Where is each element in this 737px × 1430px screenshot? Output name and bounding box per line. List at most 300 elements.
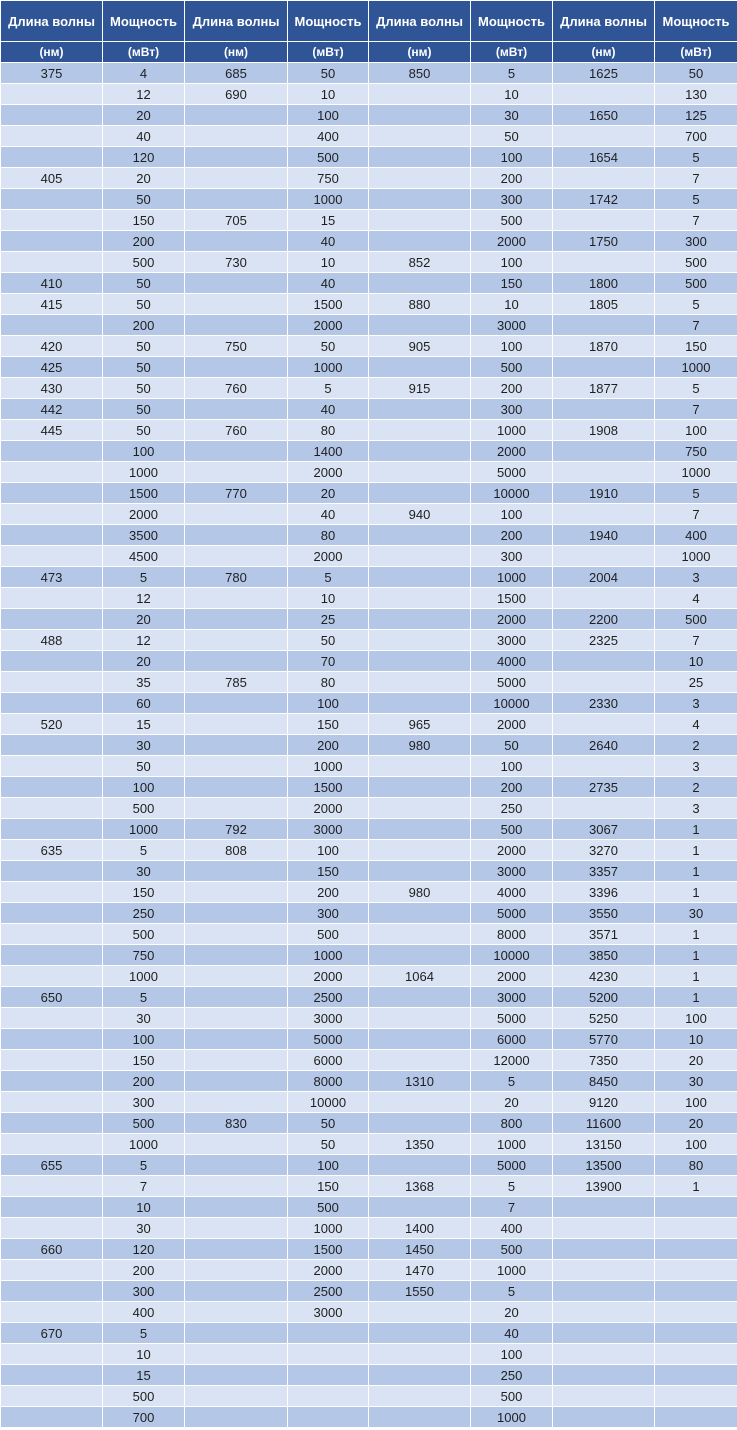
cell-power-2: 10 <box>288 252 369 273</box>
cell-wavelength-4 <box>553 1344 655 1365</box>
cell-wavelength-1 <box>1 882 103 903</box>
cell-power-4: 80 <box>655 1155 737 1176</box>
cell-wavelength-3: 1550 <box>369 1281 471 1302</box>
cell-wavelength-2 <box>185 504 288 525</box>
table-row <box>1 1176 737 1197</box>
cell-power-1: 12 <box>103 588 185 609</box>
cell-power-2: 50 <box>288 630 369 651</box>
cell-wavelength-3 <box>369 651 471 672</box>
cell-wavelength-3 <box>369 273 471 294</box>
cell-power-3: 3000 <box>471 630 553 651</box>
cell-wavelength-4: 3067 <box>553 819 655 840</box>
cell-power-2: 6000 <box>288 1050 369 1071</box>
table-row <box>1 588 737 609</box>
cell-wavelength-4: 2735 <box>553 777 655 798</box>
cell-wavelength-3 <box>369 672 471 693</box>
cell-power-2: 200 <box>288 882 369 903</box>
cell-wavelength-1 <box>1 735 103 756</box>
cell-wavelength-3: 1350 <box>369 1134 471 1155</box>
cell-power-4 <box>655 1365 737 1386</box>
cell-power-2: 10 <box>288 84 369 105</box>
cell-power-4: 125 <box>655 105 737 126</box>
cell-wavelength-1 <box>1 924 103 945</box>
cell-power-4: 1000 <box>655 462 737 483</box>
cell-wavelength-1 <box>1 756 103 777</box>
cell-wavelength-4 <box>553 315 655 336</box>
cell-wavelength-1 <box>1 609 103 630</box>
cell-power-4: 400 <box>655 525 737 546</box>
cell-wavelength-2 <box>185 798 288 819</box>
cell-power-1: 5 <box>103 840 185 861</box>
cell-power-3: 5000 <box>471 462 553 483</box>
cell-wavelength-4 <box>553 546 655 567</box>
cell-power-1: 200 <box>103 1071 185 1092</box>
cell-power-1: 4500 <box>103 546 185 567</box>
cell-power-4: 7 <box>655 399 737 420</box>
cell-power-2: 100 <box>288 693 369 714</box>
cell-power-4: 10 <box>655 651 737 672</box>
cell-power-3: 10000 <box>471 693 553 714</box>
cell-wavelength-3 <box>369 987 471 1008</box>
cell-power-1: 30 <box>103 1008 185 1029</box>
cell-power-1: 20 <box>103 651 185 672</box>
cell-power-3: 50 <box>471 126 553 147</box>
cell-wavelength-3: 965 <box>369 714 471 735</box>
cell-power-1: 1500 <box>103 483 185 504</box>
cell-wavelength-3 <box>369 231 471 252</box>
cell-wavelength-2 <box>185 756 288 777</box>
cell-wavelength-2 <box>185 441 288 462</box>
cell-wavelength-4 <box>553 210 655 231</box>
cell-power-4: 3 <box>655 756 737 777</box>
cell-wavelength-1 <box>1 84 103 105</box>
cell-wavelength-3 <box>369 105 471 126</box>
cell-wavelength-4 <box>553 126 655 147</box>
cell-wavelength-4: 1910 <box>553 483 655 504</box>
cell-wavelength-2 <box>185 1176 288 1197</box>
cell-power-2: 10000 <box>288 1092 369 1113</box>
cell-wavelength-2 <box>185 588 288 609</box>
table-row <box>1 1113 737 1134</box>
cell-wavelength-4: 5250 <box>553 1008 655 1029</box>
cell-power-1: 7 <box>103 1176 185 1197</box>
cell-wavelength-2 <box>185 1302 288 1323</box>
cell-power-1: 12 <box>103 630 185 651</box>
cell-power-3: 6000 <box>471 1029 553 1050</box>
cell-power-4 <box>655 1281 737 1302</box>
cell-power-2 <box>288 1323 369 1344</box>
cell-wavelength-4: 3850 <box>553 945 655 966</box>
cell-wavelength-2 <box>185 147 288 168</box>
cell-wavelength-2 <box>185 525 288 546</box>
cell-power-3: 300 <box>471 546 553 567</box>
cell-wavelength-3: 1064 <box>369 966 471 987</box>
cell-wavelength-4 <box>553 756 655 777</box>
cell-wavelength-4: 2640 <box>553 735 655 756</box>
table-row <box>1 420 737 441</box>
cell-wavelength-1: 442 <box>1 399 103 420</box>
cell-wavelength-2 <box>185 966 288 987</box>
cell-wavelength-3 <box>369 1050 471 1071</box>
cell-power-3: 30 <box>471 105 553 126</box>
cell-power-1: 5 <box>103 1323 185 1344</box>
table-row <box>1 1197 737 1218</box>
cell-wavelength-4: 1742 <box>553 189 655 210</box>
cell-power-4: 700 <box>655 126 737 147</box>
cell-wavelength-2 <box>185 693 288 714</box>
cell-wavelength-2: 792 <box>185 819 288 840</box>
cell-power-2: 3000 <box>288 1302 369 1323</box>
cell-power-4: 1 <box>655 861 737 882</box>
cell-power-4: 100 <box>655 1092 737 1113</box>
cell-power-2: 50 <box>288 1134 369 1155</box>
table-row <box>1 1344 737 1365</box>
cell-wavelength-2 <box>185 903 288 924</box>
cell-power-4 <box>655 1218 737 1239</box>
cell-power-4: 1 <box>655 819 737 840</box>
table-header <box>1 1 737 63</box>
cell-wavelength-4: 8450 <box>553 1071 655 1092</box>
cell-wavelength-2 <box>185 1407 288 1428</box>
table-row <box>1 756 737 777</box>
cell-wavelength-4 <box>553 1302 655 1323</box>
cell-wavelength-3: 1368 <box>369 1176 471 1197</box>
cell-power-2: 1500 <box>288 777 369 798</box>
cell-power-2 <box>288 1407 369 1428</box>
cell-wavelength-1: 473 <box>1 567 103 588</box>
cell-power-1: 12 <box>103 84 185 105</box>
cell-wavelength-3 <box>369 798 471 819</box>
cell-power-2: 500 <box>288 1197 369 1218</box>
cell-wavelength-4 <box>553 588 655 609</box>
cell-wavelength-2 <box>185 1029 288 1050</box>
cell-wavelength-3: 905 <box>369 336 471 357</box>
cell-power-1: 50 <box>103 273 185 294</box>
cell-wavelength-2: 808 <box>185 840 288 861</box>
cell-wavelength-3 <box>369 315 471 336</box>
cell-power-3: 300 <box>471 189 553 210</box>
table-row <box>1 882 737 903</box>
cell-power-3: 2000 <box>471 441 553 462</box>
table-row <box>1 609 737 630</box>
cell-wavelength-3 <box>369 630 471 651</box>
cell-power-1: 50 <box>103 294 185 315</box>
cell-wavelength-4: 2325 <box>553 630 655 651</box>
cell-wavelength-3 <box>369 1155 471 1176</box>
cell-wavelength-2 <box>185 1071 288 1092</box>
cell-wavelength-4: 1654 <box>553 147 655 168</box>
cell-power-2: 150 <box>288 861 369 882</box>
cell-power-3: 250 <box>471 1365 553 1386</box>
cell-power-4: 3 <box>655 567 737 588</box>
cell-power-4 <box>655 1302 737 1323</box>
cell-power-2: 300 <box>288 903 369 924</box>
cell-power-1: 100 <box>103 777 185 798</box>
cell-power-2: 2000 <box>288 798 369 819</box>
table-row <box>1 126 737 147</box>
table-row <box>1 1134 737 1155</box>
cell-wavelength-2 <box>185 189 288 210</box>
cell-power-2: 1400 <box>288 441 369 462</box>
cell-power-3: 100 <box>471 756 553 777</box>
cell-wavelength-1: 405 <box>1 168 103 189</box>
header-wavelength-2: Длина волны <box>185 1 288 42</box>
cell-power-2: 150 <box>288 714 369 735</box>
cell-wavelength-3 <box>369 861 471 882</box>
cell-wavelength-4: 13900 <box>553 1176 655 1197</box>
cell-wavelength-4 <box>553 1407 655 1428</box>
cell-power-1: 50 <box>103 399 185 420</box>
cell-power-3: 300 <box>471 399 553 420</box>
cell-wavelength-3 <box>369 84 471 105</box>
cell-power-4: 5 <box>655 294 737 315</box>
cell-wavelength-2 <box>185 609 288 630</box>
cell-wavelength-4 <box>553 84 655 105</box>
cell-power-3: 500 <box>471 357 553 378</box>
table-row <box>1 1092 737 1113</box>
cell-wavelength-2 <box>185 1155 288 1176</box>
cell-wavelength-1 <box>1 588 103 609</box>
cell-power-1: 10 <box>103 1344 185 1365</box>
cell-power-2: 150 <box>288 1176 369 1197</box>
cell-power-1: 40 <box>103 126 185 147</box>
cell-power-1: 20 <box>103 168 185 189</box>
cell-power-2: 1000 <box>288 357 369 378</box>
cell-wavelength-2 <box>185 1281 288 1302</box>
cell-power-1: 2000 <box>103 504 185 525</box>
cell-power-1: 200 <box>103 315 185 336</box>
cell-power-2: 5000 <box>288 1029 369 1050</box>
cell-power-1: 50 <box>103 336 185 357</box>
cell-power-1: 120 <box>103 1239 185 1260</box>
cell-power-2: 15 <box>288 210 369 231</box>
cell-wavelength-4: 3270 <box>553 840 655 861</box>
cell-wavelength-1 <box>1 798 103 819</box>
cell-power-4: 5 <box>655 378 737 399</box>
unit-power-1: (мВт) <box>103 42 185 63</box>
cell-wavelength-4 <box>553 672 655 693</box>
cell-wavelength-1 <box>1 105 103 126</box>
cell-wavelength-4 <box>553 714 655 735</box>
cell-wavelength-2 <box>185 1092 288 1113</box>
cell-wavelength-2 <box>185 1344 288 1365</box>
cell-wavelength-1 <box>1 210 103 231</box>
cell-wavelength-1 <box>1 252 103 273</box>
cell-power-2: 40 <box>288 504 369 525</box>
cell-power-1: 1000 <box>103 462 185 483</box>
cell-wavelength-2 <box>185 399 288 420</box>
cell-wavelength-2: 690 <box>185 84 288 105</box>
cell-wavelength-3: 1310 <box>369 1071 471 1092</box>
cell-power-2: 80 <box>288 525 369 546</box>
cell-wavelength-2 <box>185 273 288 294</box>
cell-power-1: 1000 <box>103 966 185 987</box>
cell-wavelength-2 <box>185 315 288 336</box>
cell-power-2: 50 <box>288 336 369 357</box>
cell-power-4: 1 <box>655 966 737 987</box>
cell-power-4 <box>655 1197 737 1218</box>
cell-wavelength-3 <box>369 777 471 798</box>
cell-power-1: 20 <box>103 609 185 630</box>
cell-wavelength-1 <box>1 966 103 987</box>
cell-power-2: 3000 <box>288 1008 369 1029</box>
cell-wavelength-2: 760 <box>185 378 288 399</box>
cell-wavelength-4: 13500 <box>553 1155 655 1176</box>
cell-power-2: 20 <box>288 483 369 504</box>
cell-wavelength-4 <box>553 399 655 420</box>
unit-wavelength-4: (нм) <box>553 42 655 63</box>
cell-wavelength-2: 785 <box>185 672 288 693</box>
cell-power-4: 7 <box>655 504 737 525</box>
cell-wavelength-3 <box>369 1092 471 1113</box>
table-row <box>1 147 737 168</box>
table-row <box>1 357 737 378</box>
cell-wavelength-3: 850 <box>369 63 471 84</box>
table-row <box>1 546 737 567</box>
cell-wavelength-1 <box>1 693 103 714</box>
cell-wavelength-3 <box>369 399 471 420</box>
table-row <box>1 777 737 798</box>
cell-power-3: 100 <box>471 1344 553 1365</box>
cell-wavelength-2 <box>185 861 288 882</box>
cell-wavelength-2 <box>185 1197 288 1218</box>
cell-power-3: 1000 <box>471 1407 553 1428</box>
cell-power-1: 100 <box>103 441 185 462</box>
cell-wavelength-4: 1650 <box>553 105 655 126</box>
cell-power-3: 12000 <box>471 1050 553 1071</box>
cell-wavelength-2 <box>185 987 288 1008</box>
cell-power-4: 1 <box>655 840 737 861</box>
cell-wavelength-1 <box>1 1134 103 1155</box>
cell-wavelength-3 <box>369 1197 471 1218</box>
cell-power-2: 25 <box>288 609 369 630</box>
cell-power-3: 5 <box>471 1281 553 1302</box>
cell-wavelength-3 <box>369 1113 471 1134</box>
cell-power-2: 2000 <box>288 315 369 336</box>
cell-power-4: 7 <box>655 168 737 189</box>
table-row <box>1 399 737 420</box>
cell-wavelength-3 <box>369 924 471 945</box>
cell-wavelength-1 <box>1 525 103 546</box>
table-row <box>1 1050 737 1071</box>
cell-wavelength-2 <box>185 1239 288 1260</box>
cell-wavelength-4: 2200 <box>553 609 655 630</box>
cell-power-2 <box>288 1386 369 1407</box>
cell-power-4: 500 <box>655 609 737 630</box>
cell-wavelength-3 <box>369 189 471 210</box>
cell-wavelength-3: 980 <box>369 882 471 903</box>
cell-power-3: 200 <box>471 378 553 399</box>
cell-power-1: 300 <box>103 1281 185 1302</box>
cell-wavelength-1 <box>1 1386 103 1407</box>
table-row <box>1 1386 737 1407</box>
cell-wavelength-4: 1805 <box>553 294 655 315</box>
cell-wavelength-2 <box>185 1050 288 1071</box>
cell-wavelength-2 <box>185 231 288 252</box>
cell-wavelength-1 <box>1 231 103 252</box>
cell-power-4: 100 <box>655 1008 737 1029</box>
header-power-3: Мощность <box>471 1 553 42</box>
cell-wavelength-1 <box>1 861 103 882</box>
table-row <box>1 735 737 756</box>
cell-wavelength-1 <box>1 1029 103 1050</box>
cell-wavelength-1 <box>1 1197 103 1218</box>
cell-power-2: 40 <box>288 231 369 252</box>
table-row <box>1 1260 737 1281</box>
table-row <box>1 84 737 105</box>
cell-power-4: 4 <box>655 588 737 609</box>
cell-power-1: 30 <box>103 861 185 882</box>
cell-power-1: 60 <box>103 693 185 714</box>
table-row <box>1 504 737 525</box>
cell-power-4: 1 <box>655 924 737 945</box>
cell-wavelength-3 <box>369 546 471 567</box>
cell-power-3: 2000 <box>471 609 553 630</box>
table-row <box>1 252 737 273</box>
table-row <box>1 714 737 735</box>
cell-power-2: 2000 <box>288 1260 369 1281</box>
cell-wavelength-2 <box>185 630 288 651</box>
cell-power-3: 200 <box>471 168 553 189</box>
cell-wavelength-2 <box>185 546 288 567</box>
cell-power-3: 1000 <box>471 1260 553 1281</box>
header-power-1: Мощность <box>103 1 185 42</box>
cell-wavelength-1: 445 <box>1 420 103 441</box>
cell-power-2: 1500 <box>288 1239 369 1260</box>
units-row <box>1 42 737 63</box>
table-row <box>1 945 737 966</box>
cell-wavelength-3: 980 <box>369 735 471 756</box>
cell-power-2: 2000 <box>288 546 369 567</box>
cell-power-1: 200 <box>103 231 185 252</box>
cell-power-1: 50 <box>103 378 185 399</box>
cell-wavelength-2 <box>185 294 288 315</box>
cell-wavelength-1 <box>1 504 103 525</box>
cell-power-2: 2500 <box>288 987 369 1008</box>
cell-wavelength-4: 13150 <box>553 1134 655 1155</box>
table-row <box>1 462 737 483</box>
cell-power-2: 70 <box>288 651 369 672</box>
table-row <box>1 651 737 672</box>
cell-wavelength-1 <box>1 1260 103 1281</box>
cell-wavelength-1 <box>1 777 103 798</box>
cell-wavelength-1: 650 <box>1 987 103 1008</box>
cell-power-1: 30 <box>103 1218 185 1239</box>
table-row <box>1 1323 737 1344</box>
cell-wavelength-3 <box>369 693 471 714</box>
cell-wavelength-1 <box>1 1344 103 1365</box>
cell-wavelength-1 <box>1 441 103 462</box>
cell-power-3: 5000 <box>471 1008 553 1029</box>
table-row <box>1 378 737 399</box>
table-row <box>1 1302 737 1323</box>
cell-power-1: 500 <box>103 798 185 819</box>
cell-power-3: 5 <box>471 63 553 84</box>
cell-power-3: 250 <box>471 798 553 819</box>
header-power-2: Мощность <box>288 1 369 42</box>
table-row <box>1 1281 737 1302</box>
cell-wavelength-3 <box>369 756 471 777</box>
unit-wavelength-1: (нм) <box>1 42 103 63</box>
cell-wavelength-2: 760 <box>185 420 288 441</box>
cell-power-2: 2000 <box>288 966 369 987</box>
cell-power-2: 40 <box>288 399 369 420</box>
cell-power-1: 3500 <box>103 525 185 546</box>
cell-power-4: 1 <box>655 882 737 903</box>
table-row <box>1 168 737 189</box>
cell-wavelength-4: 7350 <box>553 1050 655 1071</box>
header-wavelength-3: Длина волны <box>369 1 471 42</box>
